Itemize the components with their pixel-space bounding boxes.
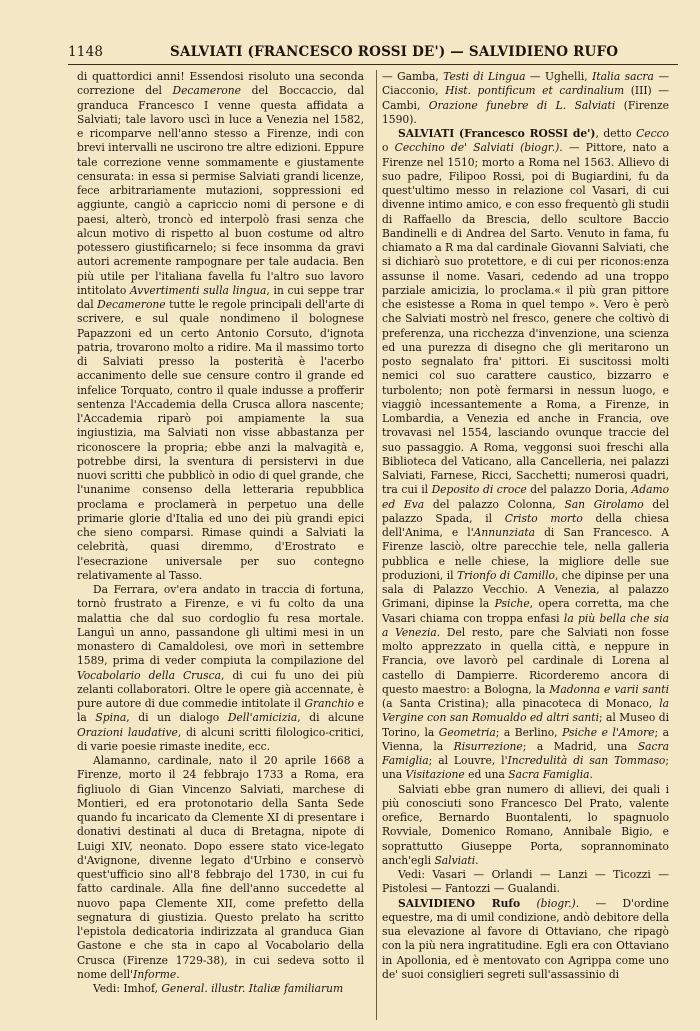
paragraph-references-continued: — Gamba, Testi di Lingua — Ughelli, Italia sacra — Ciacconio, Hist. pontificum et cardinalium (III) — Cambi, Orazione funebre di L. Salviati (Firenze 1590). <box>382 70 669 126</box>
page-header <box>68 44 678 64</box>
left-column <box>77 70 364 1025</box>
paragraph-references-right: Vedi: Vasari — Orlandi — Lanzi — Ticozzi — Pistolesi — Fantozzi — Gualandi. <box>382 868 669 896</box>
entry-salvidieno-rufo: SALVIDIENO Rufo (biogr.). — D'ordine equestre, ma di umil condizione, andò debitore della sua elevazione al favore di Ottaviano, che ripagò con la più nera ingratitudine. Egli era con Ottaviano in Apollonia, ed è mentovato con Agrippa come uno de' suoi consiglieri segreti sull'assassinio di <box>382 896 669 981</box>
page-number: 1148 <box>68 44 104 60</box>
header-rule <box>68 64 678 65</box>
entry-salviati-cecco: SALVIATI (Francesco ROSSI de'), detto Cecco o Cecchino de' Salviati (biogr.). — Pittore, nato a Firenze nel 1510; morto a Roma nel 1563. Allievo di suo padre, Filipoo Rossi, poi di Bugiardini, fu da quest'ultimo messo in relazione col Vasari, di cui divenne intimo amico, e con esso frequentò gli studii di Raffaello da Brescia, dello scultore Baccio Bandinelli e di Andrea del Sarto. Venuto in fama, fu chiamato a R ma dal cardinale Giovanni Salviati, che si dichiarò suo protettore, e di cui per riconos:enza assunse il nome. Vasari, cedendo ad una troppo parziale amicizia, lo proclama.« il più gran pittore che esistesse a Roma in quel tempo ». Vero è però che Salviati mostrò nel fresco, genere che coltivò di preferenza, una ricchezza d'invenzione, una scienza ed una purezza di disegno che gli meritarono un posto segnalato fra' pittori. Ei suscitossi molti nemici col suo carattere caustico, bizzarro e turbolento; non potè fermarsi in nessun luogo, e viaggiò incessantemente a Roma, a Firenze, in Lombardia, a Venezia ed anche in Francia, ove trovavasi nel 1554, lasciando ovunque traccie del suo passaggio. A Roma, veggonsi suoi freschi alla Biblioteca del Vaticano, alla Cancelleria, nei palazzi Salviati, Farnese, Ricci, Sacchetti; numerosi quadri, tra cui il Deposito di croce del palazzo Doria, Adamo ed Eva del palazzo Colonna, San Girolamo del palazzo Spada, il Cristo morto della chiesa dell'Anima, e l'Annunziata di San Francesco. A Firenze lasciò, oltre parecchie tele, nella galleria pubblica e nelle chiese, la migliore delle sue produzioni, il Trionfo di Camillo, che dipinse per una sala di Palazzo Vecchio. A Venezia, al palazzo Grimani, dipinse la Psiche, opera corretta, ma che Vasari chiama con troppa enfasi la più bella che sia a Venezia. Del resto, pare che Salviati non fosse molto apprezzato in quella città, e neppure in Francia, ove lavorò pel cardinale di Lorena al castello di Dampierre. Ricorderemo ancora di questo maestro: a Bologna, la Madonna e varii santi (a Santa Cristina); alla pinacoteca di Monaco, la Vergine con san Romualdo ed altri santi; al Museo di Torino, la Geometria; a Berlino, Psiche e l'Amore; a Vienna, la Risurrezione; a Madrid, una Sacra Famiglia; al Louvre, l'Incredulità di san Tommaso; una Visitazione ed una Sacra Famiglia. <box>382 127 669 782</box>
paragraph-pupils: Salviati ebbe gran numero di allievi, dei quali i più conosciuti sono Francesco Del Prato, valente orefice, Bernardo Buontalenti, lo spagnuolo Rovviale, Domenico Romano, Annibale Bigio, e soprattutto Giuseppe Porta, soprannominato anch'egli Salviati. <box>382 782 669 867</box>
column-divider <box>376 70 377 1020</box>
paragraph-alamanno: Alamanno, cardinale, nato il 20 aprile 1668 a Firenze, morto il 24 febbrajo 1733 a Roma, era figliuolo di Gian Vincenzo Salviati, marchese di Montieri, ed era protonotario della Santa Sede quando fu incaricato da Clemente XI di presentare i donativi destinati al duca di Bretagna, nipote di Luigi XIV, neonato. Dopo essere stato vice-legato d'Avignone, divenne legato d'Urbino e conservò quest'ufficio sino all'8 febbrajo del 1730, in cui fu fatto cardinale. Alla fine dell'anno succedette al nuovo papa Clemente XII, come prefetto della segnatura di giustizia. Questo prelato ha scritto l'epistola dedicatoria indirizzata al granduca Gian Gastone e che sta in capo al Vocabolario della Crusca (Firenze 1729-38), in cui sedeva sotto il nome dell'Informe. <box>77 754 364 981</box>
paragraph-ferrara: Da Ferrara, ov'era andato in traccia di fortuna, tornò frustrato a Firenze, e vi fu colto da una malattia che dal suo cordoglio fu resa mortale. Languì un anno, passandone gli ultimi mesi in un monastero di Camaldolesi, ove morì in settembre 1589, prima di veder compiuta la compilazione del Vocabolario della Crusca, di cui fu uno dei più zelanti collaboratori. Oltre le opere già accennate, è pure autore di due commedie intitolate il Granchio e la Spina, di un dialogo Dell'amicizia, di alcune Orazioni laudative, di alcuni scritti filologico-critici, di varie poesie rimaste inedite, ecc. <box>77 583 364 753</box>
paragraph-decamerone-correction: di quattordici anni! Essendosi risoluto una seconda correzione del Decamerone del Boccaccio, dal granduca Francesco I venne questa affidata a Salviati; tale lavoro uscì in luce a Venezia nel 1582, e ricomparve nell'anno stesso a Firenze, indi con brevi intervalli ne uscirono tre altre edizioni. Eppure tale correzione venne sommamente e giustamente censurata: in essa si permise Salviati grandi licenze, fece arbitrariamente mutazioni, soppressioni ed aggiunte, cangiò a capriccio nomi di persone e di paesi, alterò, troncò ed interpolò frasi senza che alcun motivo di rispetto al buon costume od altro potessero giustificarnelo; si fece insomma da gravi autori acremente rampognare per tale audacia. Ben più utile per l'italiana favella fu l'altro suo lavoro intitolato Avvertimenti sulla lingua, in cui seppe trar dal Decamerone tutte le regole principali dell'arte di scrivere, e sul quale nondimeno il bolognese Papazzoni ed un certo Antonio Corsuto, d'ignota patria, trovarono molto a ridire. Ma il massimo torto di Salviati presso la posterità è l'acerbo accanimento delle sue censure contro il grande ed infelice Torquato, contro il quale indusse a profferir sentenza l'Accademia della Crusca allora nascente; l'Accademia riparò poi ampiamente la sua ingiustizia, ma Salviati non visse abbastanza per riconoscere la propria; ebbe anzi la malvagità e, potrebbe dirsi, la sventura di persistervi in due nuovi scritti che pubblicò in odio di quel grande, che l'unanime consenso della letteraria repubblica proclama e proclamerà in perpetuo una delle primarie glorie d'Italia ed uno dei più grandi epici che sieno comparsi. Rimase quindi a Salviati la celebrità, quasi diremmo, d'Erostrato e l'esecrazione universale per suo contegno relativamente al Tasso. <box>77 70 364 582</box>
right-column <box>382 70 669 1025</box>
paragraph-references-left: Vedi: Imhof, General. illustr. Italiæ familiarum <box>93 982 344 995</box>
running-head: SALVIATI (FRANCESCO ROSSI DE') — SALVIDIENO RUFO <box>170 44 619 60</box>
